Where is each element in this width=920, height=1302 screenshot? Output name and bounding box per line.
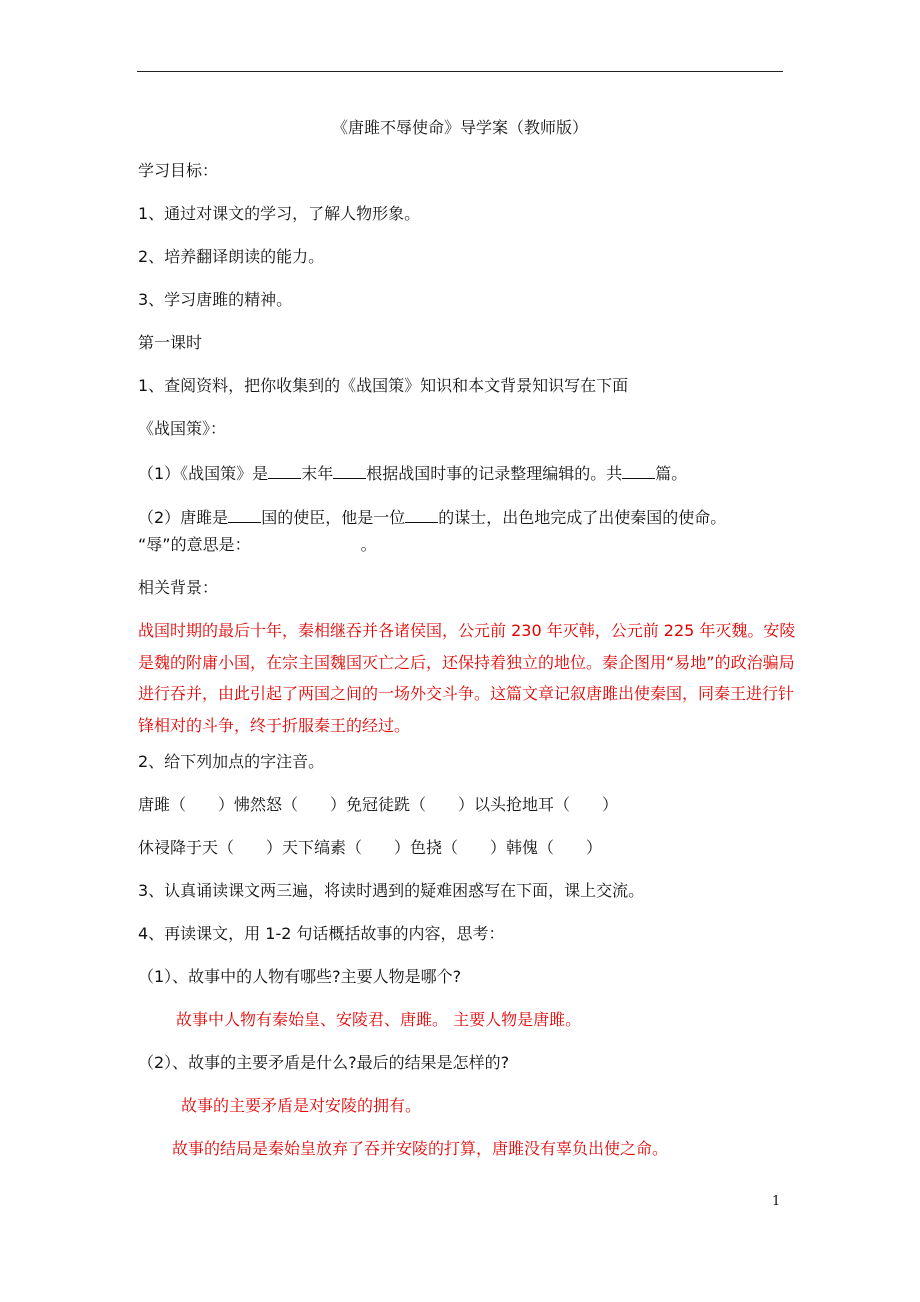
question-1 xyxy=(138,461,687,485)
lesson-heading: 第一课时 xyxy=(138,333,203,352)
q2-text-b: 国的使臣，他是一位 xyxy=(261,508,406,527)
pinyin-row-1: 唐雎（ ）怫然怒（ ）免冠徒跣（ ）以头抢地耳（ ） xyxy=(138,795,619,814)
sub-answer-1: 故事中人物有秦始皇、安陵君、唐雎。 主要人物是唐雎。 xyxy=(176,1010,582,1029)
q1-text-a: （1）《战国策》是 xyxy=(138,464,269,483)
question-2 xyxy=(138,505,726,529)
q1-text-d: 篇。 xyxy=(655,464,688,483)
q2b-text-b: 。 xyxy=(360,535,377,554)
q2-blank-1[interactable] xyxy=(228,505,261,523)
zhanguoce-heading: 《战国策》： xyxy=(138,419,227,438)
sub-question-2: （2）、故事的主要矛盾是什么?最后的结果是怎样的? xyxy=(138,1053,510,1072)
q1-text-c: 根据战国时事的记录整理编辑的。共 xyxy=(366,464,623,483)
pinyin-row-2: 休祲降于天（ ）天下缟素（ ）色挠（ ）韩傀（ ） xyxy=(138,838,603,857)
header-rule xyxy=(137,71,783,72)
objective-item: 3、学习唐雎的精神。 xyxy=(138,290,293,309)
q2b-text-a: “辱”的意思是： xyxy=(138,535,251,554)
sub-answer-2a: 故事的主要矛盾是对安陵的拥有。 xyxy=(181,1096,422,1115)
background-text: 战国时期的最后十年，秦相继吞并各诸侯国，公元前 230 年灭韩，公元前 225 年灭魏。安陵是魏的附庸小国，在宗主国魏国灭亡之后，还保持着独立的地位。秦企图用“易地”的政治骗局进行吞并，由此引起了两国之间的一场外交斗争。这篇文章记叙唐雎出使秦国，同秦王进行针锋相对的斗争，终于折服秦王的经过。 xyxy=(138,621,796,735)
page-number: 1 xyxy=(772,1194,781,1209)
question-2-meaning xyxy=(138,534,377,556)
task-1: 1、查阅资料，把你收集到的《战国策》知识和本文背景知识写在下面 xyxy=(138,376,629,395)
q1-blank-1[interactable] xyxy=(268,461,301,479)
sub-answer-2b: 故事的结局是秦始皇放弃了吞并安陵的打算，唐雎没有辜负出使之命。 xyxy=(172,1139,669,1158)
sub-question-1: （1）、故事中的人物有哪些?主要人物是哪个? xyxy=(138,967,462,986)
q2-blank-2[interactable] xyxy=(405,505,438,523)
task-2: 2、给下列加点的字注音。 xyxy=(138,752,325,771)
background-heading: 相关背景： xyxy=(138,578,219,597)
objective-item: 1、通过对课文的学习，了解人物形象。 xyxy=(138,204,421,223)
task-4: 4、再读课文，用 1-2 句话概括故事的内容，思考： xyxy=(138,924,505,943)
q2-text-a: （2）唐雎是 xyxy=(138,508,229,527)
objective-item: 2、培养翻译朗读的能力。 xyxy=(138,247,325,266)
q1-blank-3[interactable] xyxy=(622,461,655,479)
q2-text-c: 的谋士，出色地完成了出使秦国的使命。 xyxy=(438,508,727,527)
q1-blank-2[interactable] xyxy=(333,461,366,479)
q1-text-b: 末年 xyxy=(301,464,334,483)
task-3: 3、认真诵读课文两三遍，将读时遇到的疑难困惑写在下面，课上交流。 xyxy=(138,881,645,900)
objectives-heading: 学习目标： xyxy=(138,161,219,180)
page-title: 《唐雎不辱使命》导学案（教师版） xyxy=(331,118,588,137)
